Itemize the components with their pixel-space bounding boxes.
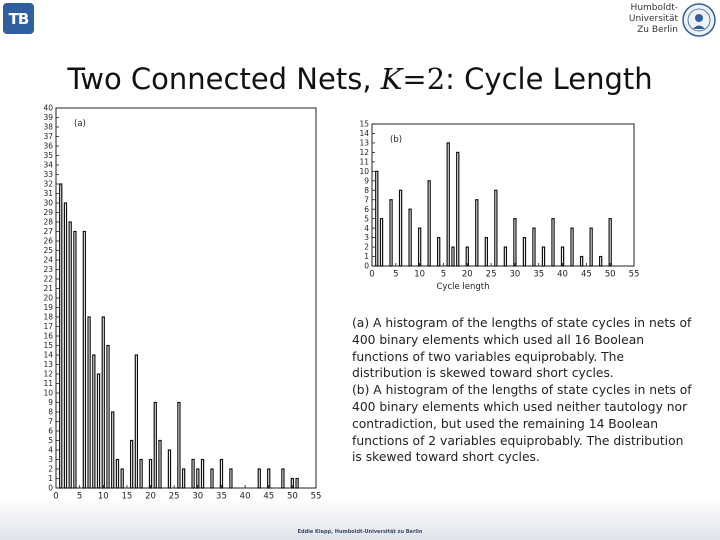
hist-a-panel-label: (a) — [74, 119, 86, 129]
hist-a-bar — [168, 450, 170, 488]
hist-b-y-tick-label: 9 — [364, 176, 369, 186]
hist-a-x-tick-label: 50 — [286, 491, 298, 502]
hist-b-y-tick-label: 6 — [364, 204, 369, 214]
hist-b-bar — [581, 257, 583, 266]
university-line-2: Universität — [628, 14, 678, 24]
hist-a-bar — [282, 469, 284, 488]
hist-a-bar — [69, 222, 71, 488]
hist-b-bar — [495, 190, 497, 266]
hist-a-x-tick-label: 35 — [216, 491, 227, 502]
title-k-value: =2 — [402, 62, 446, 96]
hist-a-y-tick-label: 30 — [43, 198, 53, 208]
histogram-a — [36, 102, 326, 504]
hist-a-x-tick-label: 10 — [97, 491, 109, 502]
hist-a-bar — [135, 355, 137, 488]
hist-a-y-tick-label: 12 — [43, 369, 53, 379]
hist-a-y-tick-label: 4 — [48, 445, 53, 455]
caption-a: (a) A histogram of the lengths of state cycles in nets of 400 binary elements which used all 16 Boolean functions of two variables equiprobably. The distribution is skewed toward short cycles. — [352, 316, 692, 381]
hist-b-x-tick-label: 25 — [485, 269, 497, 280]
hist-a-y-tick-label: 9 — [48, 398, 53, 408]
university-line-1: Humboldt- — [630, 3, 678, 13]
hist-a-y-tick-label: 19 — [43, 303, 53, 313]
hist-b-x-tick-label: 40 — [557, 269, 568, 280]
hist-a-bar — [97, 374, 99, 488]
slide-title — [0, 62, 720, 96]
hist-b-y-tick-label: 3 — [364, 233, 369, 243]
hist-a-x-tick-label: 40 — [239, 491, 251, 502]
hist-b-bar — [533, 228, 535, 266]
hist-a-y-tick-label: 14 — [43, 350, 53, 360]
hist-b-x-tick-label: 30 — [509, 269, 521, 280]
hist-b-bar — [438, 238, 440, 266]
hist-a-bar — [159, 441, 161, 489]
hist-a-y-tick-label: 8 — [48, 407, 53, 417]
hist-a-y-tick-label: 1 — [48, 474, 53, 484]
hist-a-y-tick-label: 11 — [43, 379, 53, 389]
histogram-b — [356, 116, 646, 298]
hist-b-y-tick-label: 15 — [359, 119, 369, 129]
hist-b-panel-label: (b) — [390, 135, 403, 145]
hist-b-x-tick-label: 5 — [440, 269, 447, 280]
hist-b-x-tick-label: 50 — [604, 269, 616, 280]
hist-a-x-tick-label: 5 — [76, 491, 83, 502]
hist-b-bar — [419, 228, 421, 266]
hist-b-bar — [485, 238, 487, 266]
hist-b-bar — [600, 257, 602, 266]
hist-a-bar — [183, 469, 185, 488]
hist-b-y-tick-label: 5 — [364, 214, 369, 224]
hist-b-y-tick-label: 2 — [364, 242, 369, 252]
hist-a-bar — [258, 469, 260, 488]
hist-b-y-tick-label: 13 — [359, 138, 369, 148]
hist-a-y-tick-label: 7 — [48, 417, 53, 427]
logo-text: TB — [8, 9, 29, 28]
hist-a-bar — [230, 469, 232, 488]
hist-a-y-tick-label: 13 — [43, 360, 53, 370]
hist-a-bar — [112, 412, 114, 488]
hist-a-y-tick-label: 23 — [43, 265, 53, 275]
hist-a-bar — [60, 184, 62, 488]
hist-a-y-tick-label: 26 — [43, 236, 53, 246]
hist-b-bar — [380, 219, 382, 266]
hist-a-bar — [88, 317, 90, 488]
hist-a-y-tick-label: 38 — [43, 122, 53, 132]
hist-b-bar — [400, 190, 402, 266]
hist-b-x-tick-label: 10 — [414, 269, 426, 280]
hist-a-x-tick-label: 55 — [310, 491, 322, 502]
footer-credit: Eddie Klepp, Humboldt-Universität zu Berlin — [297, 529, 423, 535]
university-name — [629, 3, 678, 36]
hist-a-y-tick-label: 36 — [43, 141, 53, 151]
hist-a-x-tick-label: 30 — [192, 491, 204, 502]
hist-b-bar — [609, 219, 611, 266]
hist-b-bar — [447, 143, 449, 266]
hist-b-x-tick-label: 0 — [369, 269, 375, 280]
caption-b: (b) A histogram of the lengths of state cycles in nets of 400 binary elements which used neither tautology nor contradiction, but used the remaining 14 Boolean functions of 2 variables equiprobably. The distribution is skewed toward short cycles. — [352, 383, 692, 465]
hist-a-y-tick-label: 35 — [43, 151, 53, 161]
hist-b-y-tick-label: 14 — [359, 129, 369, 139]
hist-b-bar — [452, 247, 454, 266]
hist-a-bar — [131, 441, 133, 489]
hist-a-y-tick-label: 15 — [43, 341, 53, 351]
hist-a-y-tick-label: 37 — [43, 132, 53, 142]
title-suffix: : Cycle Length — [445, 62, 653, 96]
hist-a-y-tick-label: 39 — [43, 113, 53, 123]
hist-b-y-tick-label: 11 — [359, 157, 369, 167]
hist-b-y-tick-label: 10 — [359, 166, 369, 176]
hist-a-y-tick-label: 20 — [43, 293, 53, 303]
hist-a-bar — [192, 460, 194, 489]
hist-a-y-tick-label: 31 — [43, 189, 53, 199]
hist-a-x-tick-label: 15 — [121, 491, 133, 502]
title-prefix: Two Connected Nets, — [67, 62, 381, 96]
hist-a-y-tick-label: 24 — [43, 255, 53, 265]
hist-a-y-tick-label: 27 — [43, 227, 53, 237]
hist-a-bar — [140, 460, 142, 489]
university-line-3: Zu Berlin — [637, 25, 678, 35]
hist-a-y-tick-label: 5 — [48, 436, 53, 446]
title-k-symbol: K — [380, 62, 403, 96]
hist-a-bar — [74, 232, 76, 489]
hist-b-bar — [523, 238, 525, 266]
hist-b-x-tick-label: 20 — [461, 269, 473, 280]
hist-a-y-tick-label: 10 — [43, 388, 53, 398]
hist-a-y-tick-label: 28 — [43, 217, 53, 227]
hist-a-bar — [93, 355, 95, 488]
hist-a-bar — [201, 460, 203, 489]
hist-b-y-tick-label: 1 — [364, 252, 369, 262]
hist-b-y-tick-label: 12 — [359, 148, 369, 158]
hist-a-y-tick-label: 29 — [43, 208, 53, 218]
hist-a-x-tick-label: 0 — [53, 491, 59, 502]
hist-a-bar — [102, 317, 104, 488]
hist-a-x-tick-label: 45 — [263, 491, 275, 502]
hist-a-y-tick-label: 6 — [48, 426, 53, 436]
hist-a-x-tick-label: 25 — [168, 491, 180, 502]
university-seal-icon — [682, 3, 716, 37]
hist-a-y-tick-label: 2 — [48, 464, 53, 474]
hist-b-bar — [428, 181, 430, 266]
hist-a-y-tick-label: 21 — [43, 284, 53, 294]
hist-a-y-tick-label: 17 — [43, 322, 53, 332]
hist-a-y-tick-label: 16 — [43, 331, 53, 341]
hist-b-bar — [590, 228, 592, 266]
hist-a-y-tick-label: 32 — [43, 179, 53, 189]
hist-b-bar — [542, 247, 544, 266]
hist-a-y-tick-label: 33 — [43, 170, 53, 180]
hist-a-bar — [296, 479, 298, 489]
hist-b-x-axis-label: Cycle length — [436, 282, 490, 292]
hist-a-bar — [178, 403, 180, 489]
hist-b-x-tick-label: 5 — [393, 269, 399, 280]
hist-a-y-tick-label: 3 — [48, 455, 53, 465]
hist-a-y-tick-label: 0 — [48, 483, 53, 493]
hist-a-y-tick-label: 40 — [43, 103, 53, 113]
hist-b-bar — [571, 228, 573, 266]
hist-a-y-tick-label: 22 — [43, 274, 53, 284]
hist-b-x-tick-label: 35 — [533, 269, 545, 280]
hist-b-bar — [476, 200, 478, 266]
hist-a-bar — [107, 346, 109, 489]
hist-b-bar — [504, 247, 506, 266]
hist-a-y-tick-label: 25 — [43, 246, 53, 256]
hist-b-bar — [376, 171, 378, 266]
hist-a-bar — [220, 460, 222, 489]
hist-a-bar — [211, 469, 213, 488]
hist-a-y-tick-label: 18 — [43, 312, 53, 322]
hist-a-bar — [83, 232, 85, 489]
figure-caption — [352, 315, 692, 466]
institute-logo — [3, 3, 34, 34]
hist-a-bar — [149, 460, 151, 489]
hist-a-bar — [64, 203, 66, 488]
hist-a-x-tick-label: 20 — [145, 491, 156, 502]
hist-b-bar — [409, 209, 411, 266]
hist-b-y-tick-label: 4 — [364, 223, 369, 233]
hist-b-x-tick-label: 45 — [580, 269, 592, 280]
hist-b-bar — [552, 219, 554, 266]
hist-b-x-tick-label: 55 — [628, 269, 640, 280]
hist-a-bar — [154, 403, 156, 489]
hist-b-bar — [514, 219, 516, 266]
hist-a-bar — [121, 469, 123, 488]
hist-a-y-tick-label: 34 — [43, 160, 53, 170]
hist-b-y-tick-label: 0 — [364, 261, 369, 271]
hist-a-bar — [116, 460, 118, 489]
hist-b-y-tick-label: 7 — [364, 195, 369, 205]
hist-b-y-tick-label: 8 — [364, 185, 369, 195]
hist-b-bar — [457, 152, 459, 266]
hist-b-bar — [390, 200, 392, 266]
